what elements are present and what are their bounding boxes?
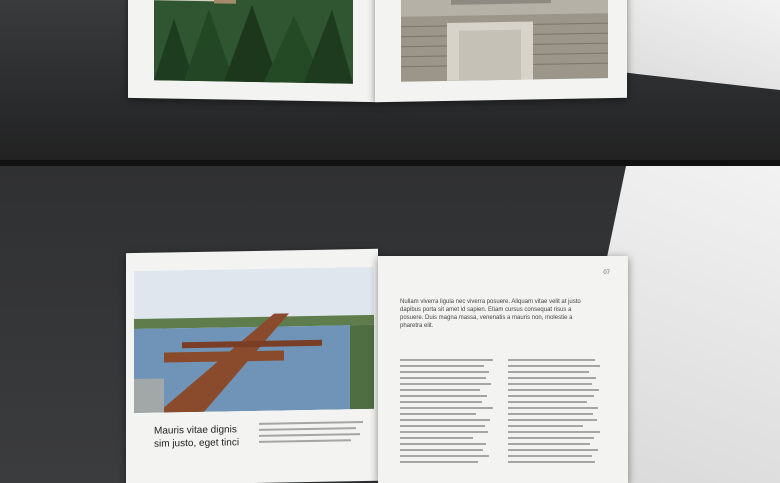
top-left-page xyxy=(128,0,375,102)
top-right-photo xyxy=(401,0,608,82)
lake-pier-illustration xyxy=(134,267,374,413)
stone-stairs-illustration xyxy=(401,0,608,82)
bottom-right-page xyxy=(378,256,628,483)
top-panel xyxy=(0,0,780,160)
forest-illustration xyxy=(154,0,353,84)
bottom-left-heading xyxy=(154,423,239,450)
top-left-photo xyxy=(154,0,353,84)
bottom-left-body xyxy=(259,421,363,447)
bottom-panel xyxy=(0,166,780,483)
top-book xyxy=(124,0,630,102)
heading-line-2: sim justo, eget tinci xyxy=(154,437,240,450)
bottom-book xyxy=(126,251,630,483)
intro-paragraph: Nullam viverra ligula nec viverra posuere. Aliquam vitae velit at justo dapibus porta sit amet id sapien. Etiam cursus consequat risus a posuere. Duis magna massa, venenatis a mauris non, molestie a pharetra elit. xyxy=(400,299,581,329)
right-column-1 xyxy=(400,359,495,467)
heading-line-1: Mauris vitae dignis xyxy=(154,424,237,437)
right-column-2 xyxy=(508,359,603,467)
bottom-left-photo xyxy=(134,267,374,413)
page-number: 07 xyxy=(603,270,610,276)
top-right-page xyxy=(375,0,627,102)
bottom-left-page xyxy=(126,249,378,483)
